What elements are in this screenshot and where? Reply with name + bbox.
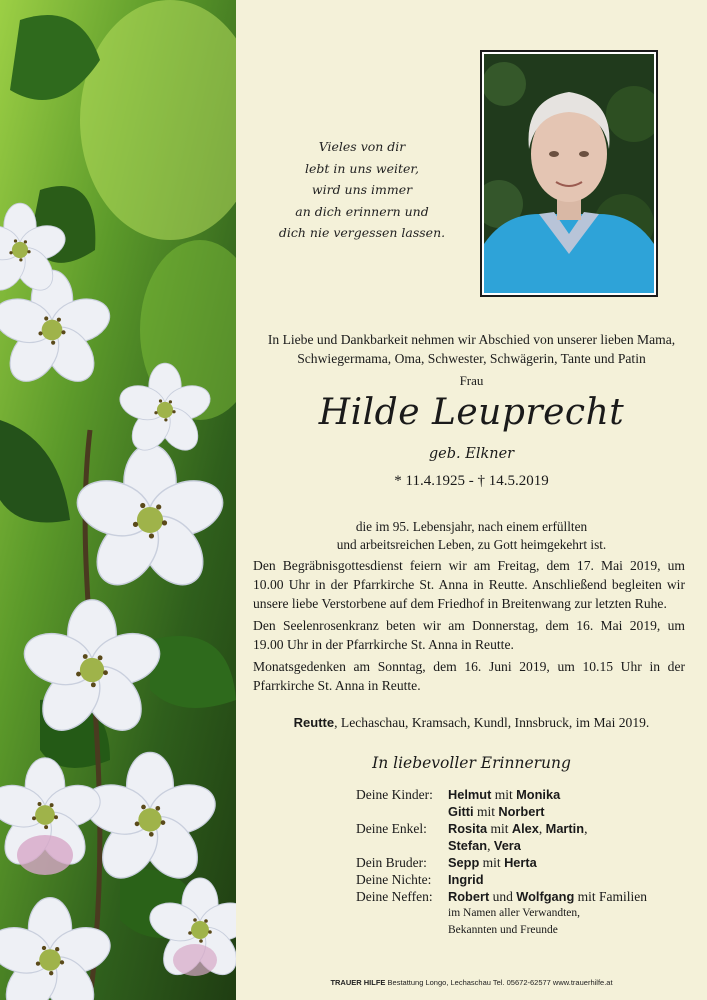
name-connector: , <box>538 821 546 836</box>
name-bold: Monika <box>516 787 561 802</box>
portrait-photo <box>480 50 658 297</box>
name-bold: Robert <box>448 889 490 904</box>
memorial-line: Pfarrkirche St. Anna in Reutte. <box>253 678 421 694</box>
memorial-paragraph <box>253 657 685 695</box>
name-connector: mit <box>479 855 505 870</box>
name-connector: , <box>487 838 494 853</box>
name-bold: Martin <box>545 821 585 836</box>
funeral-home-footer <box>236 978 707 987</box>
quote-line: an dich erinnern und <box>295 203 429 219</box>
memorial-line: Monatsgedenken am Sonntag, dem 16. Juni 2019, um 10.15 Uhr in der <box>253 659 685 674</box>
relation-names <box>448 888 647 905</box>
family-row <box>356 905 647 922</box>
deceased-name: Hilde Leuprecht <box>318 392 625 433</box>
family-row <box>356 786 647 803</box>
family-row <box>356 888 647 905</box>
relation-names <box>448 871 484 888</box>
name-bold: Herta <box>504 855 537 870</box>
name-bold: Rosita <box>448 821 488 836</box>
family-row <box>356 922 647 939</box>
name-connector: mit Familien <box>574 889 648 904</box>
relatives-line: im Namen aller Verwandten, <box>448 907 580 919</box>
relation-names <box>448 786 560 803</box>
life-dates: * 11.4.1925 - † 14.5.2019 <box>394 473 549 489</box>
intro-line: In Liebe und Dankbarkeit nehmen wir Abschied von unserer lieben Mama, <box>267 332 676 347</box>
name-bold: Gitti <box>448 804 474 819</box>
places-bold: Reutte <box>293 715 335 730</box>
quote-line: dich nie vergessen lassen. <box>278 225 446 240</box>
memorial-quote <box>262 136 462 244</box>
family-row <box>356 803 647 820</box>
places-rest: , Lechaschau, Kramsach, Kundl, Innsbruck, im Mai 2019. <box>334 715 650 730</box>
quote-line: Vieles von dir <box>318 139 406 154</box>
funeral-paragraph <box>253 556 685 614</box>
rosary-paragraph <box>253 616 685 654</box>
name-bold: Ingrid <box>448 872 484 887</box>
family-row <box>356 871 647 888</box>
intro-text <box>236 330 707 368</box>
name-bold: Stefan <box>448 838 488 853</box>
maiden-name: geb. Elkner <box>428 446 515 462</box>
name-connector: mit <box>491 787 517 802</box>
name-bold: Alex <box>511 821 539 836</box>
name-bold: Norbert <box>498 804 545 819</box>
quote-line: lebt in uns weiter, <box>305 160 419 176</box>
footer-contact: Bestattung Longo, Lechaschau Tel. 05672-62577 www.trauerhilfe.at <box>385 978 613 987</box>
family-row <box>356 837 647 854</box>
name-connector: mit <box>487 821 512 836</box>
relation-names <box>448 854 537 871</box>
funeral-line: unsere liebe Verstorbene auf dem Friedhof in Breitenwang zur letzten Ruhe. <box>253 596 667 612</box>
age-line: die im 95. Lebensjahr, nach einem erfüllten <box>355 519 588 534</box>
name-connector: , <box>584 821 588 836</box>
intro-line: Schwiegermama, Oma, Schwester, Schwägerin, Tante und Patin <box>297 351 646 366</box>
name-connector: mit <box>473 804 499 819</box>
family-list <box>356 786 647 939</box>
salutation: Frau <box>459 373 484 388</box>
relation-label: Deine Nichte: <box>356 872 432 887</box>
name-connector: und <box>489 889 517 904</box>
relation-names <box>448 803 545 820</box>
relation-label: Deine Enkel: <box>356 821 427 836</box>
family-row <box>356 820 647 837</box>
name-bold: Helmut <box>448 787 492 802</box>
funeral-line: Den Begräbnisgottesdienst feiern wir am Freitag, dem 17. Mai 2019, um <box>253 558 685 573</box>
relation-label: Deine Kinder: <box>356 787 433 802</box>
quote-line: wird uns immer <box>311 182 413 197</box>
name-bold: Vera <box>493 838 521 853</box>
age-line: und arbeitsreichen Leben, zu Gott heimgekehrt ist. <box>336 537 607 552</box>
relation-names <box>448 837 521 854</box>
places-line <box>236 715 707 731</box>
relation-label: Deine Neffen: <box>356 889 433 904</box>
family-row <box>356 854 647 871</box>
relation-label: Dein Bruder: <box>356 855 427 870</box>
in-memory-heading: In liebevoller Erinnerung <box>372 754 571 772</box>
name-bold: Sepp <box>448 855 480 870</box>
name-bold: Wolfgang <box>516 889 575 904</box>
funeral-line: 10.00 Uhr in der Pfarrkirche St. Anna in Reutte. Anschließend begleiten wir <box>253 577 685 593</box>
relatives-line: Bekannten und Freunde <box>448 924 558 936</box>
footer-brand: TRAUER HILFE <box>330 978 386 987</box>
rosary-line: 19.00 Uhr in der Pfarrkirche St. Anna in Reutte. <box>253 637 514 653</box>
relation-names <box>448 820 587 837</box>
rosary-line: Den Seelenrosenkranz beten wir am Donnerstag, dem 16. Mai 2019, um <box>253 618 685 633</box>
age-text <box>236 518 707 554</box>
apple-blossom-photo <box>0 0 236 1000</box>
